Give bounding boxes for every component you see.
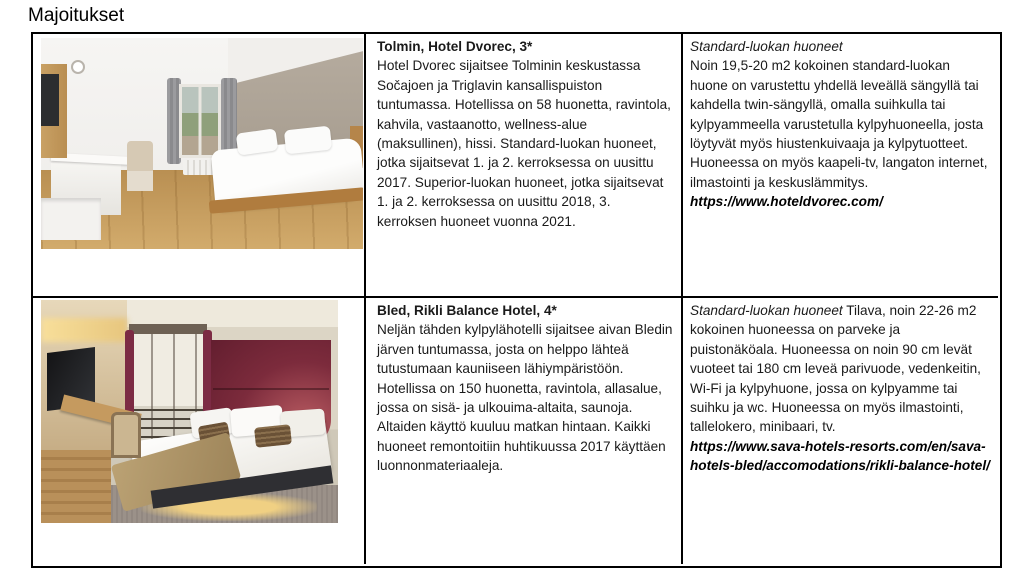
photo1-pillow bbox=[284, 126, 332, 155]
page-title: Majoitukset bbox=[28, 5, 125, 26]
photo1-tv bbox=[41, 74, 59, 126]
room-description: Noin 19,5-20 m2 kokoinen standard-luokan huone on varustettu yhdellä leveällä sängyllä tai kahdella twin-sängyllä, omalla suihkulla tai kylpyammeella varustetulla kylpyhuoneella, josta löytyvät myös hiustenkuivaaja ja kylpytuotteet. Huoneessa on myös kaapeli-tv, langaton internet, ilmastointi ja keskuslämmitys. bbox=[690, 58, 988, 190]
hotel-name: Tolmin, Hotel Dvorec, 3* bbox=[377, 39, 533, 54]
room-type-heading: Standard-luokan huoneet bbox=[690, 303, 843, 318]
photo2-cushion bbox=[254, 424, 292, 448]
accommodations-table bbox=[31, 32, 1002, 568]
hotel-website-link[interactable]: https://www.hoteldvorec.com/ bbox=[690, 194, 883, 210]
hotel-photo-dvorec bbox=[41, 38, 363, 249]
photo2-headboard-seam bbox=[213, 388, 329, 390]
photo2-led-glow bbox=[41, 318, 127, 342]
hotel-website-link[interactable]: https://www.sava-hotels-resorts.com/en/sava-hotels-bled/accomodations/rikli-balance-hotel/ bbox=[690, 438, 990, 474]
hotel-name: Bled, Rikli Balance Hotel, 4* bbox=[377, 303, 557, 318]
photo1-window bbox=[179, 84, 221, 158]
hotel-info-cell-rikli bbox=[366, 298, 683, 564]
hotel-description: Neljän tähden kylpylähotelli sijaitsee aivan Bledin järven tuntumassa, josta on helppo lähteä tutustumaan kauniiseen lähiympäristöön. Hotellissa on 150 huonetta, ravintola, allasalue, jossa on sisä- ja ulkouima-altaita, saunoja. Altaiden käyttö kuuluu matkan hintaan. Kaikki huoneet remontoitiin huhtikuussa 2017 käyttäen luonnonmateriaaleja. bbox=[377, 322, 673, 474]
hotel-photo-rikli bbox=[41, 300, 338, 523]
hotel-description: Hotel Dvorec sijaitsee Tolminin keskustassa Sočajoen ja Triglavin kansallispuiston tuntumassa. Hotellissa on 58 huonetta, ravintola, kahvila, vastaanotto, wellness-alue (maksullinen), hissi. Standard-luokan huoneet, jotka sijaitsevat 1. ja 2. kerroksessa on uusittu 2017. Superior-luokan huoneet, jotka sijaitsevat 1. ja 2. kerroksessa on uusittu 2018, 3. kerroksen huoneet vuonna 2021. bbox=[377, 58, 671, 229]
room-info-cell-rikli bbox=[683, 298, 998, 564]
photo2-window-header bbox=[129, 324, 207, 334]
photo2-wood-bench bbox=[41, 450, 111, 523]
room-paragraph bbox=[690, 301, 990, 437]
photo1-bench bbox=[41, 198, 101, 240]
room-info-cell-dvorec bbox=[683, 34, 998, 298]
photo1-wall-clock bbox=[71, 60, 85, 74]
photo-cell-dvorec bbox=[33, 34, 366, 298]
hotel-info-cell-dvorec bbox=[366, 34, 683, 298]
photo1-chair bbox=[127, 141, 153, 191]
photo-cell-rikli bbox=[33, 298, 366, 564]
room-type-heading: Standard-luokan huoneet bbox=[690, 39, 843, 54]
room-description: Tilava, noin 22-26 m2 kokoinen huoneessa on parveke ja puistonäköala. Huoneessa on noin 90 cm levät vuoteet tai 180 cm leveä parivuode, vedenkeitin, Wi-Fi ja kylpyhuone, jossa on kylpyamme tai suihku ja wc. Huoneessa on myös ilmastointi, tallelokero, minibaari, tv. bbox=[690, 303, 981, 435]
photo2-chair bbox=[111, 412, 141, 458]
